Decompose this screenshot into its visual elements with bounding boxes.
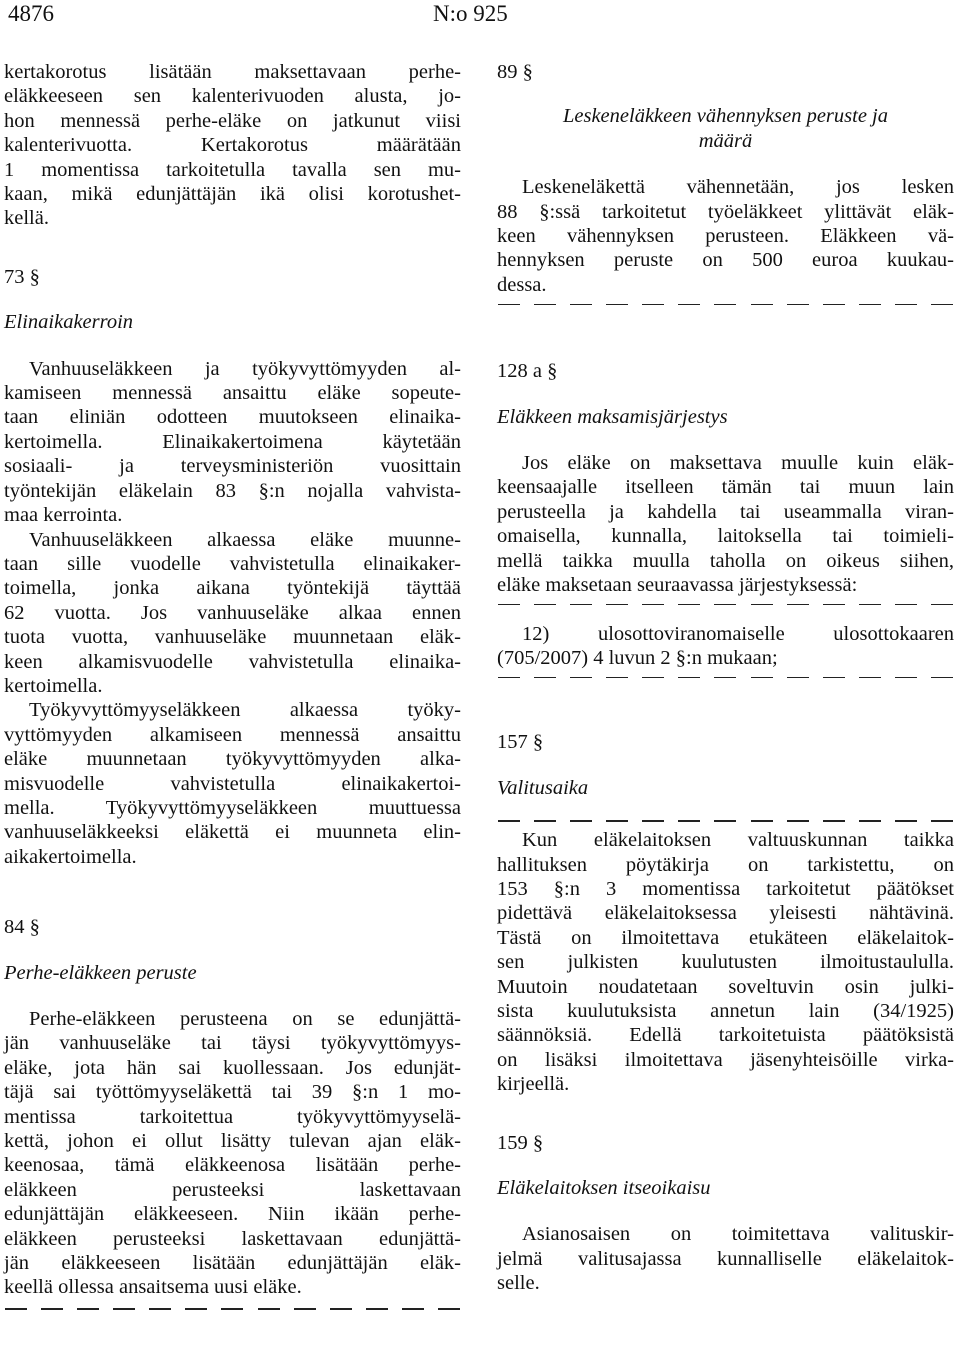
dash xyxy=(438,1308,460,1309)
section-84-paragraph-1 xyxy=(4,1007,461,1300)
dash xyxy=(714,677,736,678)
text-line: maa kerrointa. xyxy=(4,504,123,527)
section-157-paragraph-1 xyxy=(497,828,954,1096)
omission-dashes xyxy=(497,670,954,684)
section-84-title: Perhe-eläkkeen peruste xyxy=(4,961,197,984)
dash xyxy=(642,304,664,305)
text-line: täjä sai työttömyyseläkettä tai 39 §:n 1 mo- xyxy=(4,1081,461,1104)
text-line: 12) ulosottoviranomaiselle ulosottokaaren xyxy=(522,622,954,645)
text-line: eläke maksetaan seuraavassa järjestyksessä: xyxy=(497,574,858,597)
dash xyxy=(498,304,520,305)
text-line: kertakorotus lisätään maksettavaan perhe- xyxy=(4,61,461,83)
text-line: Kun eläkelaitoksen valtuuskunnan taikka xyxy=(522,829,954,852)
dash xyxy=(606,677,628,678)
text-line: Jos eläke on maksettava muulle kuin eläk- xyxy=(522,452,954,475)
text-line: kaan, mikä edunjättäjän ikä olisi korotushet- xyxy=(4,183,461,206)
text-line: kalenterivuotta. Kertakorotus määrätään xyxy=(4,134,461,157)
dash xyxy=(859,820,881,821)
dash xyxy=(751,820,773,821)
text-line: keen alkamisvuodelle vahvistetulla elinaika- xyxy=(4,650,461,673)
text-line: eläke, jota hän sai kuollessaan. Jos edunjät- xyxy=(4,1056,461,1079)
dash xyxy=(498,677,520,678)
section-128a-title: Eläkkeen maksamisjärjestys xyxy=(497,405,728,428)
text-line: keen vähennyksen perusteen. Eläkkeen vä- xyxy=(497,225,954,248)
text-line: kellä. xyxy=(4,207,49,230)
text-line: Työkyvyttömyyseläkkeen alkaessa työky- xyxy=(29,699,461,722)
dash xyxy=(534,304,556,305)
text-line: jelmä valitusajassa kunnalliselle eläkelaitok- xyxy=(497,1247,954,1270)
dash xyxy=(895,304,917,305)
dash xyxy=(113,1308,135,1309)
dash xyxy=(258,1308,280,1309)
text-line: keellä ollessa ansaitsema uusi eläke. xyxy=(4,1276,302,1299)
text-line: aikakertoimella. xyxy=(4,845,137,868)
dash xyxy=(859,677,881,678)
dash xyxy=(294,1308,316,1309)
dash xyxy=(642,604,664,605)
dash xyxy=(570,604,592,605)
text-line: selle. xyxy=(497,1272,540,1295)
dash xyxy=(931,677,953,678)
text-line: työntekijän eläkelain 83 §:n nojalla vahvista- xyxy=(4,479,461,502)
text-line: hallituksen pöytäkirja on tarkistettu, on xyxy=(497,853,954,876)
text-line: kertoimella. Elinaikakertoimena käytetään xyxy=(4,430,461,453)
section-159-title: Eläkelaitoksen itseoikaisu xyxy=(497,1177,711,1199)
text-line: Leskeneläkettä vähennetään, jos lesken xyxy=(522,176,954,199)
text-line: eläke muunnetaan työkyvyttömyyden alka- xyxy=(4,748,461,771)
section-128a-item-12 xyxy=(497,622,954,671)
dash xyxy=(787,604,809,605)
section-128a-paragraph-1 xyxy=(497,451,954,597)
text-line: määrä xyxy=(698,129,753,152)
dash xyxy=(149,1308,171,1309)
intro-paragraph xyxy=(4,60,461,231)
text-line: 153 §:n 3 momentissa tarkoitetut päätökset xyxy=(497,877,954,900)
text-line: 1 momentissa tarkoitetulla tavalla sen mu- xyxy=(4,158,461,181)
section-89-paragraph-1 xyxy=(497,175,954,297)
section-73-paragraph-1 xyxy=(4,357,461,528)
text-line: taan eliniän odotteen muutokseen elinaika- xyxy=(4,406,461,429)
dash xyxy=(678,604,700,605)
dash xyxy=(221,1308,243,1309)
text-line: hennyksen peruste on 500 euroa kuukau- xyxy=(497,249,954,272)
section-157-number: 157 § xyxy=(497,731,544,754)
text-line: sosiaali- ja terveysministeriön vuosittain xyxy=(4,455,461,478)
page-number: 4876 xyxy=(8,1,54,26)
dash xyxy=(678,304,700,305)
dash xyxy=(498,604,520,605)
dash xyxy=(714,304,736,305)
text-line: Vanhuuseläkkeen alkaessa eläke muunne- xyxy=(29,528,461,551)
text-line: Muutoin noudatetaan soveltuvin osin julki- xyxy=(497,975,954,998)
dash xyxy=(534,820,556,821)
dash xyxy=(751,304,773,305)
section-89-title xyxy=(497,104,954,153)
text-line: Asianosaisen on toimitettava valituskir- xyxy=(522,1223,954,1246)
section-157-title: Valitusaika xyxy=(497,776,589,799)
dash xyxy=(606,304,628,305)
dash xyxy=(787,820,809,821)
text-line: eläkkeeseen sen kalenterivuoden alusta, jo- xyxy=(4,85,461,108)
omission-dashes xyxy=(497,297,954,311)
section-89-number: 89 § xyxy=(497,61,533,83)
dash xyxy=(823,304,845,305)
text-line: jän vanhuuseläke tai täysi työkyvyttömyys- xyxy=(4,1032,461,1055)
dash xyxy=(931,304,953,305)
dash xyxy=(534,604,556,605)
dash xyxy=(823,820,845,821)
left-column xyxy=(4,60,461,1316)
dash xyxy=(534,677,556,678)
dash xyxy=(714,604,736,605)
text-line: keenosaa, tämä eläkkeenosa lisätään perhe- xyxy=(4,1154,461,1177)
dash xyxy=(642,677,664,678)
dash xyxy=(402,1308,424,1309)
text-line: vanhuuseläkkeeksi eläkettä ei muunneta elin- xyxy=(4,821,461,844)
section-159-number: 159 § xyxy=(497,1131,544,1154)
dash xyxy=(185,1308,207,1309)
text-line: toimella, jonka aikana työntekijä täyttää xyxy=(4,577,461,600)
dash xyxy=(859,304,881,305)
dash xyxy=(41,1308,63,1309)
section-128a-number: 128 a § xyxy=(497,360,558,383)
text-line: omaisella, kunnalla, laitoksella tai toimieli- xyxy=(497,525,954,548)
dash xyxy=(498,820,520,821)
dash xyxy=(678,820,700,821)
dash xyxy=(823,604,845,605)
text-line: kamiseen mennessä ansaittu eläke sopeute- xyxy=(4,382,461,405)
dash xyxy=(77,1308,99,1309)
text-line: Tästä on ilmoitettava etukäteen eläkelaitok- xyxy=(497,926,954,949)
text-line: pidettävä eläkelaitoksessa yleisesti nähtävinä. xyxy=(497,902,954,925)
section-159-paragraph-1 xyxy=(497,1222,954,1295)
text-line: 62 vuotta. Jos vanhuuseläke alkaa ennen xyxy=(4,601,461,624)
dash xyxy=(895,820,917,821)
dash xyxy=(823,677,845,678)
text-line: misvuodelle vahvistetulla elinaikakertoi- xyxy=(4,772,461,795)
dash xyxy=(606,820,628,821)
dash xyxy=(366,1308,388,1309)
dash xyxy=(570,820,592,821)
dash xyxy=(606,604,628,605)
dash xyxy=(570,304,592,305)
right-column xyxy=(497,60,954,1296)
text-line: sista kuulutuksista annetun lain (34/1925) xyxy=(497,999,954,1022)
dash xyxy=(5,1308,27,1309)
dash xyxy=(751,677,773,678)
text-line: edunjättäjän eläkkeeseen. Niin ikään perhe- xyxy=(4,1203,461,1226)
text-line: eläkkeen perusteeksi laskettavaan edunjättä- xyxy=(4,1227,461,1250)
text-line: mella. Työkyvyttömyyseläkkeen muuttuessa xyxy=(4,796,461,819)
text-line: kirjeellä. xyxy=(497,1073,570,1096)
text-line: tuota vuotta, vanhuuseläke muunnetaan eläk- xyxy=(4,626,461,649)
text-line: 88 §:ssä tarkoitetut työeläkkeet ylittävät eläk- xyxy=(497,200,954,223)
page-header xyxy=(0,0,960,34)
omission-dashes xyxy=(497,598,954,612)
text-line: kettä, johon ei ollut lisätty tulevan ajan eläk- xyxy=(4,1130,461,1153)
text-line: eläkkeen perusteeksi laskettavaan xyxy=(4,1178,461,1201)
dash xyxy=(895,604,917,605)
omission-dashes xyxy=(497,814,954,828)
text-line: hon mennessä perhe-eläke on jatkunut viisi xyxy=(4,109,461,132)
text-line: sen julkisten kuulutusten ilmoitustaululla. xyxy=(497,951,954,974)
text-line: perusteella ja kahdella tai useammalla viran- xyxy=(497,500,954,523)
dash xyxy=(570,677,592,678)
text-line: taan sille vuodelle vahvistetulla elinaikaker- xyxy=(4,552,461,575)
section-73-paragraph-3 xyxy=(4,698,461,869)
text-line: vyttömyyden alkamiseen mennessä ansaittu xyxy=(4,723,461,746)
text-line: Leskeneläkkeen vähennyksen peruste ja xyxy=(562,105,888,128)
text-line: keensaajalle itselleen tämän tai muun lain xyxy=(497,476,954,499)
text-line: mentissa tarkoitettua työkyvyttömyyselä- xyxy=(4,1105,461,1128)
omission-dashes xyxy=(4,1302,461,1316)
section-73-number: 73 § xyxy=(4,265,40,288)
text-line: dessa. xyxy=(497,273,547,296)
text-line: jän eläkkeeseen lisätään edunjättäjän eläk- xyxy=(4,1252,461,1275)
dash xyxy=(787,677,809,678)
dash xyxy=(678,677,700,678)
section-73-title: Elinaikakerroin xyxy=(4,311,134,334)
dash xyxy=(642,820,664,821)
dash xyxy=(895,677,917,678)
text-line: Vanhuuseläkkeen ja työkyvyttömyyden al- xyxy=(29,357,461,380)
text-line: (705/2007) 4 luvun 2 §:n mukaan; xyxy=(497,646,778,669)
text-line: on lisäksi ilmoitettava jäsenyhteisöille virka- xyxy=(497,1048,954,1071)
text-line: säännöksiä. Edellä tarkoitetuista päätöksistä xyxy=(497,1024,954,1047)
section-73-paragraph-2 xyxy=(4,528,461,699)
dash xyxy=(714,820,736,821)
dash xyxy=(330,1308,352,1309)
dash xyxy=(931,604,953,605)
issue-number: N:o 925 xyxy=(433,1,508,26)
text-line: Perhe-eläkkeen perusteena on se edunjättä- xyxy=(29,1008,461,1030)
dash xyxy=(787,304,809,305)
text-line: mellä taikka muulla taholla on oikeus siihen, xyxy=(497,549,954,572)
section-84-number: 84 § xyxy=(4,916,40,939)
dash xyxy=(859,604,881,605)
dash xyxy=(751,604,773,605)
dash xyxy=(931,820,953,821)
text-line: kertoimella. xyxy=(4,674,103,697)
